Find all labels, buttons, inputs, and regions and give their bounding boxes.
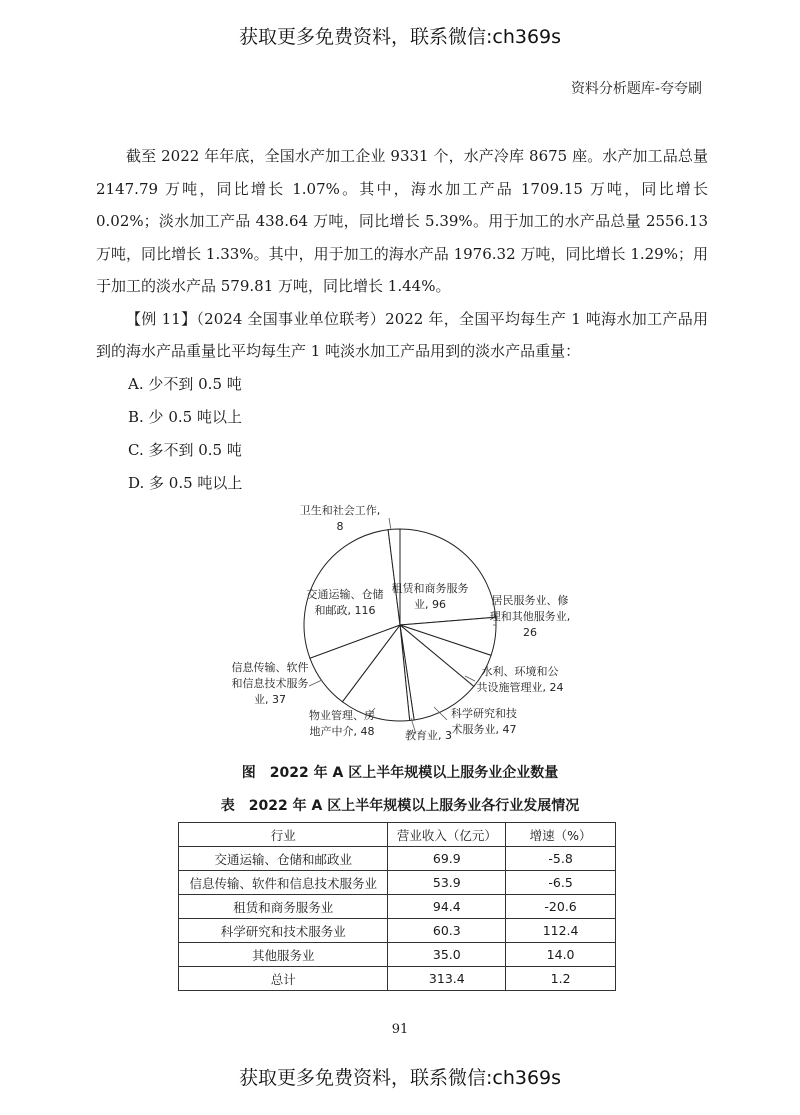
cell-industry: 总计 (179, 967, 388, 991)
pie-label-line: 信息传输、软件 (231, 661, 309, 674)
pie-slice-label (232, 660, 309, 706)
table-row (179, 943, 616, 967)
pie-label-line: 水利、环境和公 (481, 665, 559, 678)
pie-chart (190, 500, 610, 768)
pie-label-line: 和邮政, 116 (314, 604, 376, 617)
pie-label-line: 26 (523, 626, 537, 639)
option-b: B. 少 0.5 吨以上 (128, 407, 242, 426)
document-body (96, 140, 708, 500)
cell-revenue: 69.9 (388, 847, 506, 871)
table-row (179, 895, 616, 919)
option-d: D. 多 0.5 吨以上 (128, 473, 243, 492)
pie-label-line: 科学研究和技 (451, 707, 517, 720)
pie-slice-label (300, 503, 381, 533)
header-growth: 增速（%） (506, 823, 616, 847)
cell-revenue: 313.4 (388, 967, 506, 991)
pie-label-line: 业, 37 (254, 693, 286, 706)
pie-label-line: 租赁和商务服务 (391, 582, 469, 595)
page-number: 91 (391, 1022, 409, 1037)
cell-revenue: 35.0 (388, 943, 506, 967)
promo-banner-bottom: 获取更多免费资料，联系微信:ch369s (238, 1067, 562, 1089)
material-paragraph: 截至 2022 年年底，全国水产加工企业 9331 个，水产冷库 8675 座。水产加工品总量 2147.79 万吨，同比增长 1.07%。其中，海水加工产品 1709.15 万吨，同比增长 0.02%；淡水加工产品 438.64 万吨，同比增长 5.39%。用于加工的水产品总量 2556.13 万吨，同比增长 1.33%。其中，用于加工的海水产品 1976.32 万吨，同比增长 1.29%；用于加工的淡水产品 579.81 万吨，同比增长 1.44%。 (96, 147, 708, 295)
pie-slice-label (405, 728, 452, 742)
pie-label-line: 教育业, 3 (405, 729, 452, 742)
pie-label-line: 术服务业, 47 (451, 723, 517, 736)
pie-slice-label (477, 664, 564, 694)
cell-growth: -20.6 (506, 895, 616, 919)
cell-growth: 14.0 (506, 943, 616, 967)
cell-industry: 交通运输、仓储和邮政业 (179, 847, 388, 871)
option-c: C. 多不到 0.5 吨 (128, 440, 242, 459)
pie-slice-label (451, 706, 517, 736)
industry-table (178, 822, 616, 991)
pie-chart-svg (190, 500, 610, 768)
cell-revenue: 60.3 (388, 919, 506, 943)
pie-leader-line (309, 680, 322, 686)
pie-slice-label (309, 708, 375, 738)
pie-label-line: 理和其他服务业, (489, 610, 571, 623)
pie-label-line: 和信息技术服务 (231, 677, 309, 690)
cell-revenue: 94.4 (388, 895, 506, 919)
cell-revenue: 53.9 (388, 871, 506, 895)
pie-label-line: 8 (336, 520, 344, 533)
figure-caption: 图 2022 年 A 区上半年规模以上服务业企业数量 (241, 765, 559, 781)
table-caption: 表 2022 年 A 区上半年规模以上服务业各行业发展情况 (220, 798, 580, 814)
option-a: A. 少不到 0.5 吨 (128, 374, 242, 393)
pie-label-line: 共设施管理业, 24 (476, 681, 564, 694)
question-stem: 【例 11】（2024 全国事业单位联考）2022 年，全国平均每生产 1 吨海水加工产品用到的海水产品重量比平均每生产 1 吨淡水加工产品用到的淡水产品重量： (96, 309, 708, 360)
cell-industry: 信息传输、软件和信息技术服务业 (179, 871, 388, 895)
cell-industry: 租赁和商务服务业 (179, 895, 388, 919)
page-header: 资料分析题库-夸夸刷 (570, 81, 702, 97)
cell-growth: -6.5 (506, 871, 616, 895)
pie-slice-label (490, 593, 571, 639)
cell-growth: -5.8 (506, 847, 616, 871)
cell-industry: 科学研究和技术服务业 (179, 919, 388, 943)
pie-label-line: 交通运输、仓储 (306, 588, 384, 601)
table-header-row (179, 823, 616, 847)
table-row (179, 919, 616, 943)
pie-leader-line (389, 518, 391, 530)
table-row (179, 967, 616, 991)
pie-label-line: 地产中介, 48 (309, 725, 375, 738)
promo-banner-top: 获取更多免费资料，联系微信:ch369s (238, 26, 562, 48)
cell-growth: 112.4 (506, 919, 616, 943)
pie-label-line: 居民服务业、修 (491, 594, 569, 607)
pie-label-line: 业, 96 (414, 598, 446, 611)
header-revenue: 营业收入（亿元） (388, 823, 506, 847)
cell-industry: 其他服务业 (179, 943, 388, 967)
table-row (179, 871, 616, 895)
pie-label-line: 物业管理、房 (309, 709, 375, 722)
table-row (179, 847, 616, 871)
pie-label-line: 卫生和社会工作, (299, 504, 381, 517)
cell-growth: 1.2 (506, 967, 616, 991)
header-industry: 行业 (179, 823, 388, 847)
